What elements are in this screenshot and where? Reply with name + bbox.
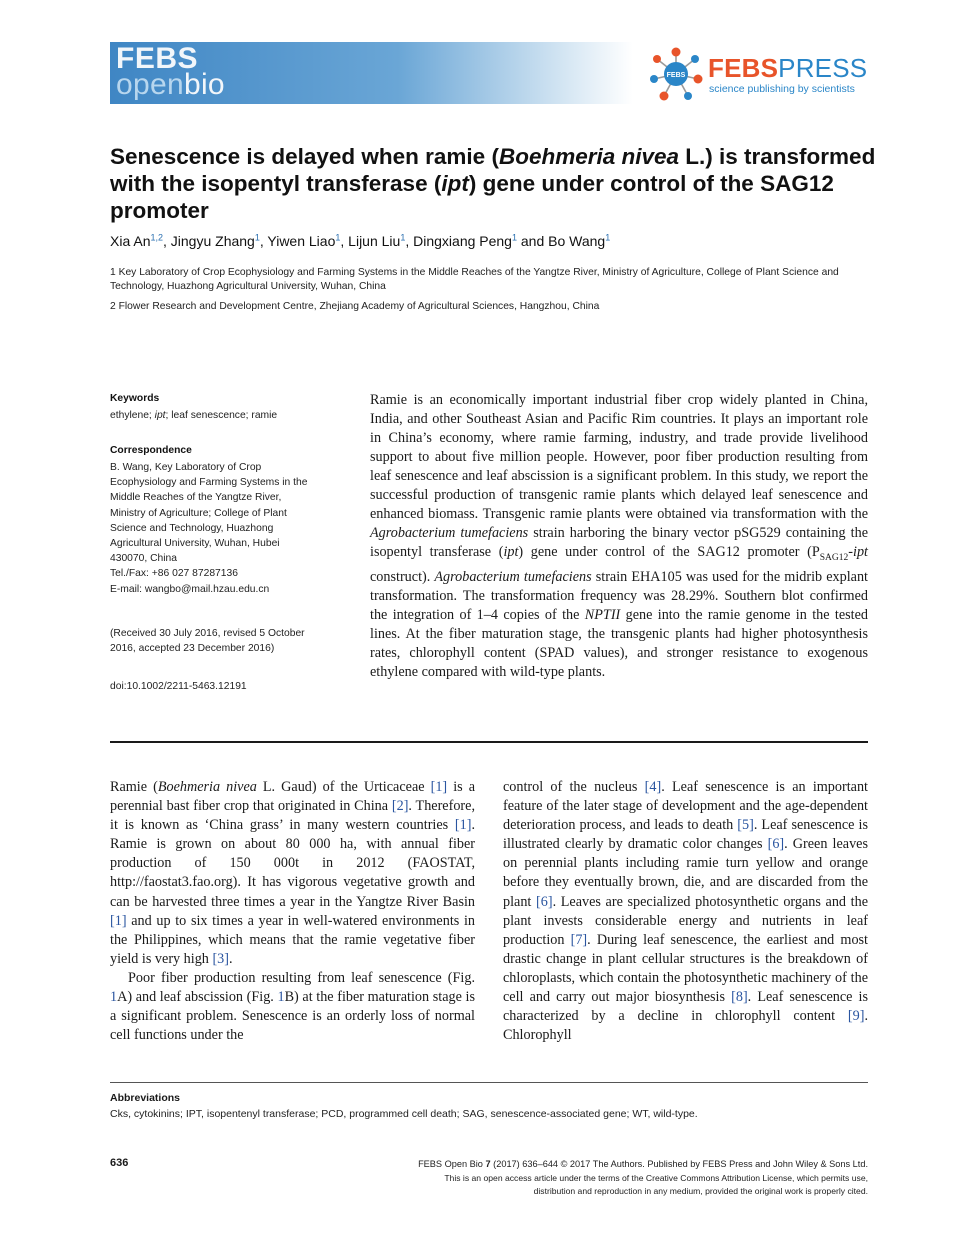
body-text: . Leaves are specialized photosynthetic organs and the plant invests considerable energy and nutrients in leaf production <box>503 893 869 948</box>
keywords-text <box>110 408 345 423</box>
author-name[interactable]: Lijun Liu <box>348 233 401 249</box>
correspondence-line: Agricultural University, Wuhan, Hubei <box>110 538 280 550</box>
author-separator: , <box>259 233 268 249</box>
correspondence-line: Ecophysiology and Farming Systems in the <box>110 477 308 489</box>
keywords-heading: Keywords <box>110 393 160 404</box>
correspondence-email[interactable]: E-mail: wangbo@mail.hzau.edu.cn <box>110 583 270 595</box>
footer-text: (2017) 636–644 © 2017 The Authors. Published by FEBS Press and John Wiley & Sons Ltd. <box>490 1159 868 1169</box>
author-name[interactable]: Xia An <box>110 233 151 249</box>
body-text: . Ramie is grown on about 80 000 ha, with annual fiber production of 150 000t in 2012 (FAOSTAT, http://faostat3.fao.org). It has vigorous vegetative growth and can be harvested three times a year in the Yangtze River Basin <box>110 817 475 910</box>
citation-link[interactable]: [6] <box>767 836 785 853</box>
footer-text: FEBS Open Bio <box>418 1159 486 1169</box>
author-separator: , <box>405 233 414 249</box>
abstract <box>370 391 868 682</box>
body-text: . Leaf senescence is characterized by a decline in chlorophyll content <box>503 989 868 1025</box>
body-text: . Green leaves on perennial plants including ramie turn yellow and orange before they eventually brown, die, and are discarded from the plant <box>503 836 868 910</box>
citation-link[interactable]: [4] <box>644 779 662 795</box>
received-line: 2016, accepted 23 December 2016) <box>110 643 275 655</box>
author-separator: and <box>517 233 549 249</box>
body-text: Ramie ( <box>110 779 158 795</box>
author-affiliation-mark: 1 <box>400 232 406 243</box>
author-list <box>110 233 610 249</box>
body-paragraph <box>110 778 475 969</box>
title-italic-gene: ipt <box>441 171 469 196</box>
body-column-left <box>110 778 475 1045</box>
keyword-italic: ipt <box>154 410 166 421</box>
author-name[interactable]: Bo Wang <box>548 233 606 249</box>
affiliation-1: 1 Key Laboratory of Crop Ecophysiology and Farming Systems in the Middle Reaches of the Yangtze River, Ministry of Agriculture, College of Plant Science and Technology, Huazhong Agricultural University, Wuhan, China <box>110 267 839 292</box>
author-affiliation-mark: 1 <box>511 232 517 243</box>
abbreviations-divider <box>110 1082 868 1083</box>
abstract-subscript: SAG12 <box>819 552 849 563</box>
footer-citation <box>248 1158 868 1170</box>
abstract-italic: ipt <box>503 544 519 560</box>
abstract-italic: NPTII <box>584 606 621 623</box>
citation-link[interactable]: [2] <box>391 798 409 815</box>
author-name[interactable]: Dingxiang Peng <box>413 233 512 249</box>
body-text: . Leaf senescence is an important feature of the later stage of development and the age-dependent deterioration process, and leads to death <box>503 779 868 834</box>
body-italic: Boehmeria nivea <box>157 779 257 795</box>
abstract-italic: Agrobacterium tumefaciens <box>434 568 592 585</box>
body-text: . Therefore, it is known as ‘China grass’ in many western countries <box>110 798 475 834</box>
abstract-italic: ipt <box>853 544 868 560</box>
correspondence-block <box>110 460 350 597</box>
author-affiliation-mark: 1,2 <box>150 232 163 243</box>
citation-link[interactable]: [5] <box>737 817 754 834</box>
abstract-text: ) gene under control of the SAG12 promoter (P <box>518 544 820 560</box>
citation-link[interactable]: [3] <box>212 950 229 967</box>
body-text: and up to six times a year in well-watered environments in the Philippines, which means that the ramie vegetative fiber yield is very high <box>110 912 475 967</box>
author-affiliation-mark: 1 <box>605 232 611 243</box>
figure-link[interactable]: 1 <box>110 989 118 1006</box>
author-affiliation-mark: 1 <box>335 232 341 243</box>
footer-license-line: distribution and reproduction in any medium, provided the original work is properly cited. <box>533 1186 868 1196</box>
press-mark-text: FEBS <box>666 72 686 79</box>
body-text: . <box>229 950 233 967</box>
citation-link[interactable]: [7] <box>570 931 588 948</box>
abstract-text: - <box>848 544 854 560</box>
logo-bio-text: bio <box>183 68 225 101</box>
body-text: . Leaf senescence is illustrated clearly by dramatic color changes <box>503 817 868 853</box>
press-name <box>708 55 867 81</box>
received-line: (Received 30 July 2016, revised 5 October <box>110 628 305 639</box>
title-part: L.) is transformed with the isopentyl transferase ( <box>110 144 876 196</box>
body-paragraph <box>110 969 475 1045</box>
correspondence-line: 430070, China <box>110 553 177 565</box>
press-tagline: science publishing by scientists <box>709 83 855 95</box>
figure-link[interactable]: 1 <box>277 989 285 1006</box>
citation-link[interactable]: [8] <box>731 989 748 1006</box>
abstract-text: gene into the ramie genome in the tested lines. At the fiber maturation stage, the transgenic plants had higher photosynthesis rates, chlorophyll content (SPAD values), and stronger resistance to exogenous ethylene compared with wild-type plants. <box>370 606 868 680</box>
abstract-text: strain harboring the binary vector pSG529 containing the isopentyl transferase ( <box>370 525 868 560</box>
logo-open-text: open <box>116 68 184 101</box>
author-name[interactable]: Jingyu Zhang <box>170 233 255 249</box>
body-text: control of the nucleus <box>503 779 645 795</box>
correspondence-line: Ministry of Agriculture; College of Plant <box>110 507 287 519</box>
footer-volume: 7 <box>485 1159 491 1169</box>
section-divider <box>110 741 868 743</box>
journal-logo-openbio <box>116 70 225 100</box>
febs-press-molecule-icon <box>648 46 704 102</box>
author-affiliation-mark: 1 <box>254 232 260 243</box>
citation-link[interactable]: [1] <box>454 817 472 834</box>
keyword-part: ethylene; <box>110 410 155 421</box>
doi-link[interactable]: doi:10.1002/2211-5463.12191 <box>110 681 247 692</box>
keyword-part: ; leaf senescence; ramie <box>165 410 278 421</box>
author-separator: , <box>340 233 349 249</box>
author-name[interactable]: Yiwen Liao <box>267 233 336 249</box>
correspondence-line: B. Wang, Key Laboratory of Crop <box>110 462 262 473</box>
body-text: . During leaf senescence, the earliest and most drastic change in plant cellular structures is the breakdown of chloroplasts, which contain the photosynthetic machinery of the cell and carry out major biosynthesis <box>503 931 869 1006</box>
press-name-light: PRESS <box>778 53 868 83</box>
body-text: A) and leaf abscission (Fig. <box>117 989 278 1006</box>
correspondence-line: Middle Reaches of the Yangtze River, <box>110 492 282 504</box>
abstract-text: strain EHA105 was used for the midrib explant transformation. The transformation frequency was 28.29%. Southern blot confirmed the integration of 1–4 copies of the <box>370 568 868 623</box>
abbreviations-text: Cks, cytokinins; IPT, isopentenyl transferase; PCD, programmed cell death; SAG, senescence-associated gene; WT, wild-type. <box>110 1108 698 1120</box>
correspondence-phone: Tel./Fax: +86 027 87287136 <box>110 568 238 580</box>
title-italic-species: Boehmeria nivea <box>498 144 680 169</box>
page-number: 636 <box>110 1157 129 1169</box>
abstract-text: Ramie is an economically important industrial fiber crop widely planted in China, India, and other Southeast Asian and Pacific Rim countries. It plays an important role in China’s economy, where ramie farming, industry, and trade provide livelihood support to about five million people. However, poor fiber production resulting from leaf senescence and leaf abscission is a significant problem. In this study, we report the successful production of transgenic ramie plants which delayed leaf senescence and enhanced biomass. Transgenic ramie plants were obtained via transformation with the <box>370 392 868 522</box>
correspondence-heading: Correspondence <box>110 445 192 456</box>
citation-link[interactable]: [1] <box>110 912 127 929</box>
abstract-text: construct). <box>370 568 435 585</box>
article-title <box>110 143 880 224</box>
body-text: is a perennial bast fiber crop that originated in China <box>110 779 475 815</box>
abbreviations-heading: Abbreviations <box>110 1092 181 1104</box>
body-text: B) at the fiber maturation stage is a significant problem. Senescence is an orderly loss of normal cell functions under the <box>110 989 475 1044</box>
body-paragraph <box>503 778 868 1045</box>
received-dates <box>110 626 350 656</box>
correspondence-line: Science and Technology, Huazhong <box>110 522 274 534</box>
author-separator: , <box>163 233 171 249</box>
body-text: Poor fiber production resulting from leaf senescence (Fig. <box>128 969 475 986</box>
body-column-right <box>503 778 868 1045</box>
title-part: ) gene under control of the SAG12 promoter <box>110 171 834 223</box>
body-text: . Chlorophyll <box>503 1008 868 1044</box>
citation-link[interactable]: [9] <box>847 1008 865 1025</box>
journal-logo-febs: FEBS <box>116 42 199 75</box>
citation-link[interactable]: [1] <box>430 779 448 795</box>
body-text: L. Gaud) of the Urticaceae <box>256 779 431 795</box>
abstract-italic: Agrobacterium tumefaciens <box>370 525 529 541</box>
press-name-bold: FEBS <box>708 53 779 83</box>
citation-link[interactable]: [6] <box>536 893 553 910</box>
title-part: Senescence is delayed when ramie ( <box>110 144 499 169</box>
affiliation-2: 2 Flower Research and Development Centre, Zhejiang Academy of Agricultural Sciences, Hangzhou, China <box>110 301 600 312</box>
footer-license-line: This is an open access article under the terms of the Creative Commons Attribution License, which permits use, <box>444 1173 868 1183</box>
